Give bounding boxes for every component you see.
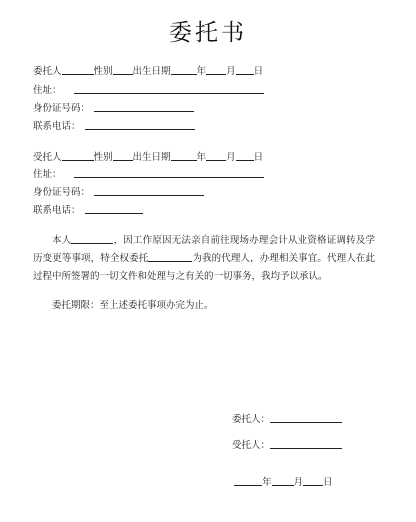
paragraph-reason: ，因工作原因无法亲自前往现场办理会计从业资格证调转及学历变更等事项，特全权委托 xyxy=(33,235,375,264)
principal-phone-label: 联系电话： xyxy=(33,121,81,132)
agent-address-label: 住址： xyxy=(33,169,62,180)
term-text: 委托期限：至上述委托事项办完为止。 xyxy=(52,300,214,311)
agent-address-row xyxy=(33,167,264,181)
agent-name-blank[interactable] xyxy=(62,150,94,161)
principal-year-label: 年 xyxy=(196,66,207,77)
agent-name-row xyxy=(33,150,263,164)
agent-phone-row xyxy=(33,203,143,217)
signing-day-blank[interactable] xyxy=(303,475,323,486)
principal-birth-month-blank[interactable] xyxy=(206,64,226,75)
agent-year-label: 年 xyxy=(196,152,207,163)
principal-address-blank[interactable] xyxy=(74,83,264,94)
principal-birth-year-blank[interactable] xyxy=(171,64,197,75)
principal-name-blank[interactable] xyxy=(62,64,94,75)
signing-month-blank[interactable] xyxy=(272,475,294,486)
signing-year-blank[interactable] xyxy=(234,475,262,486)
signing-date-row xyxy=(234,474,333,488)
principal-phone-row xyxy=(33,119,195,133)
agent-phone-blank[interactable] xyxy=(85,203,143,214)
principal-name-row xyxy=(33,64,263,78)
principal-birth-day-blank[interactable] xyxy=(236,64,254,75)
principal-month-label: 月 xyxy=(226,66,236,77)
agent-id-row xyxy=(33,185,204,199)
term-paragraph xyxy=(33,297,375,315)
principal-signature-row xyxy=(232,411,342,425)
agent-name-label: 受托人 xyxy=(33,152,62,163)
agent-birth-label: 出生日期 xyxy=(132,152,171,163)
signing-month-label: 月 xyxy=(293,477,304,488)
principal-name-label: 委托人 xyxy=(33,66,62,77)
agent-signature-row xyxy=(232,437,342,451)
agent-id-blank[interactable] xyxy=(94,185,204,196)
agent-name-inline-blank[interactable] xyxy=(148,251,192,262)
principal-day-label: 日 xyxy=(253,66,264,77)
agent-phone-label: 联系电话： xyxy=(33,205,81,216)
principal-gender-label: 性别 xyxy=(93,66,113,77)
principal-address-row xyxy=(33,83,264,97)
principal-id-label: 身份证号码： xyxy=(33,103,91,114)
principal-name-inline-blank[interactable] xyxy=(71,233,113,244)
agent-month-label: 月 xyxy=(226,152,236,163)
principal-birth-label: 出生日期 xyxy=(132,66,171,77)
agent-gender-label: 性别 xyxy=(93,152,113,163)
signing-year-label: 年 xyxy=(262,477,272,488)
agent-address-blank[interactable] xyxy=(74,167,264,178)
agent-birth-year-blank[interactable] xyxy=(171,150,197,161)
agent-signature-label: 受托人： xyxy=(232,440,271,451)
principal-id-blank[interactable] xyxy=(94,101,194,112)
agent-gender-blank[interactable] xyxy=(113,150,133,161)
principal-address-label: 住址： xyxy=(33,85,62,96)
signing-day-label: 日 xyxy=(323,477,333,488)
agent-id-label: 身份证号码： xyxy=(33,187,91,198)
document-title: 委托书 xyxy=(169,20,247,46)
agent-signature-blank[interactable] xyxy=(270,438,342,449)
agent-birth-month-blank[interactable] xyxy=(206,150,226,161)
principal-signature-label: 委托人： xyxy=(232,414,271,425)
paragraph-intro: 本人 xyxy=(52,235,72,246)
principal-gender-blank[interactable] xyxy=(113,64,133,75)
principal-id-row xyxy=(33,101,194,115)
paragraph-scope: 为我的代理人，办理相关事宜。代理人在此过程中所签署的一切文件和处理与之有关的一切事务，我均予以承认。 xyxy=(33,253,375,282)
agent-birth-day-blank[interactable] xyxy=(236,150,254,161)
agent-day-label: 日 xyxy=(253,152,264,163)
authorization-paragraph xyxy=(33,232,375,286)
principal-signature-blank[interactable] xyxy=(270,412,342,423)
principal-phone-blank[interactable] xyxy=(85,119,195,130)
